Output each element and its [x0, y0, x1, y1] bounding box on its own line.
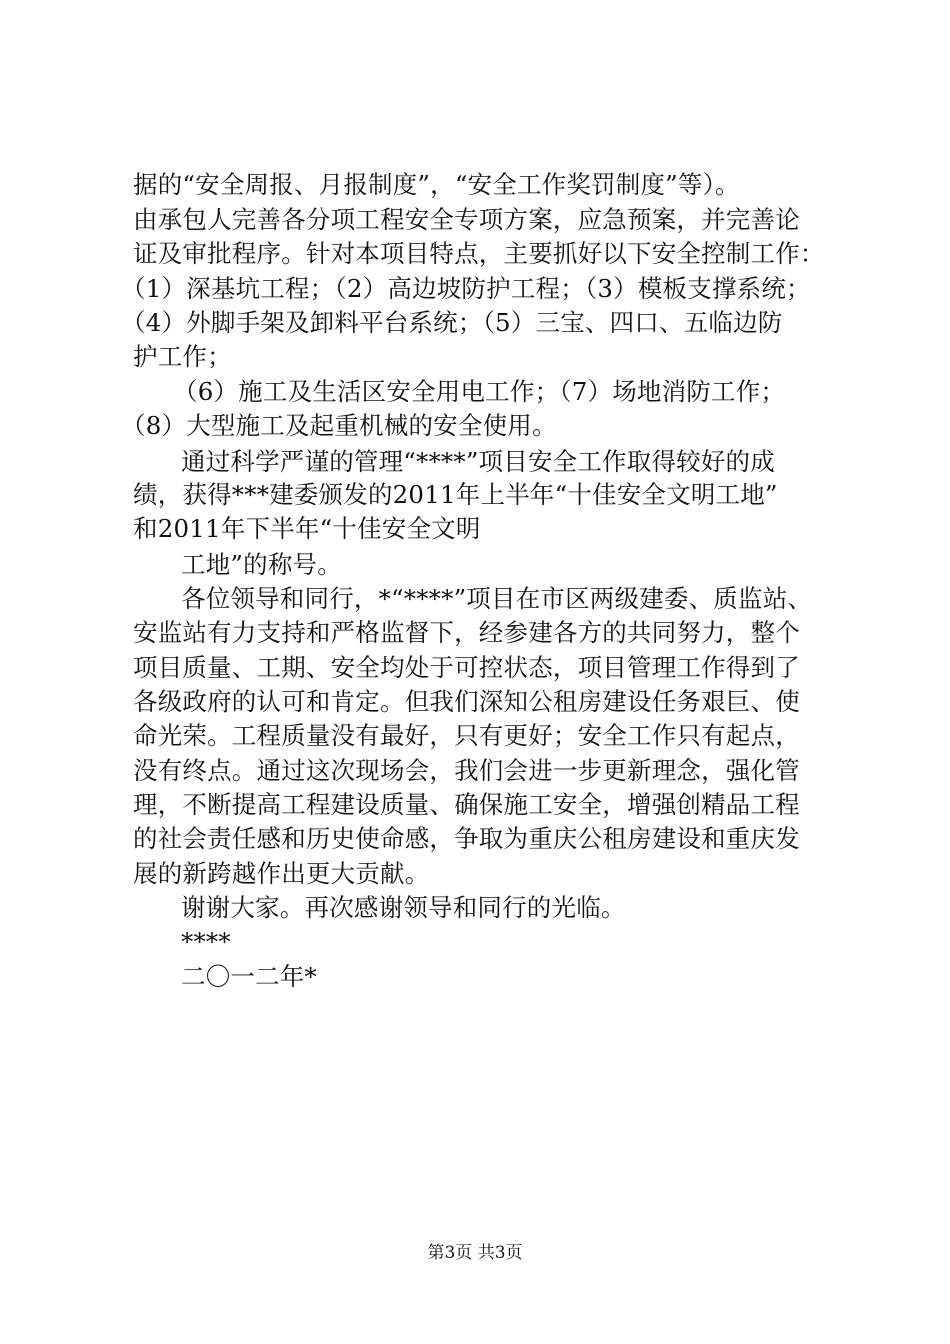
text-line-19: 理，不断提高工程建设质量、确保施工安全，增强创精品工程: [133, 790, 800, 819]
text-line-6: 护工作；: [133, 342, 232, 371]
signature-date: 二〇一二年*: [181, 962, 317, 991]
text-line-13: 各位领导和同行，*“****”项目在市区两级建委、质监站、: [181, 584, 813, 613]
text-line-17: 命光荣。工程质量没有最好，只有更好；安全工作只有起点，: [133, 721, 800, 750]
signature-org: ****: [181, 927, 231, 956]
text-line-16: 各级政府的认可和肯定。但我们深知公租房建设任务艰巨、使: [133, 687, 800, 716]
text-line-3: 证及审批程序。针对本项目特点，主要抓好以下安全控制工作：: [133, 239, 825, 268]
page-number-footer: 第3页 共3页: [427, 1243, 523, 1263]
text-line-18: 没有终点。通过这次现场会，我们会进一步更新理念，强化管: [133, 756, 800, 785]
text-line-15: 项目质量、工期、安全均处于可控状态，项目管理工作得到了: [133, 653, 800, 682]
text-line-21: 展的新跨越作出更大贡献。: [133, 859, 430, 888]
text-line-1: 据的“安全周报、月报制度”，“安全工作奖罚制度”等）。: [133, 170, 740, 199]
text-line-22: 谢谢大家。再次感谢领导和同行的光临。: [181, 893, 626, 922]
text-line-5: （4）外脚手架及卸料平台系统；（5）三宝、四口、五临边防: [121, 308, 783, 337]
text-line-9: 通过科学严谨的管理“****”项目安全工作取得较好的成: [181, 447, 775, 476]
text-line-10: 绩，获得***建委颁发的2011年上半年“十佳安全文明工地”: [133, 480, 778, 509]
text-line-12: 工地”的称号。: [181, 550, 342, 579]
text-line-2: 由承包人完善各分项工程安全专项方案，应急预案，并完善论: [133, 205, 800, 234]
text-line-8: （8）大型施工及起重机械的安全使用。: [121, 411, 557, 440]
text-line-7: （6）施工及生活区安全用电工作；（7）场地消防工作；: [173, 377, 786, 406]
text-line-14: 安监站有力支持和严格监督下，经参建各方的共同努力，整个: [133, 618, 800, 647]
text-line-4: （1）深基坑工程；（2）高边坡防护工程；（3）模板支撑系统；: [121, 274, 811, 303]
text-line-11: 和2011年下半年“十佳安全文明: [133, 514, 481, 543]
text-line-20: 的社会责任感和历史使命感，争取为重庆公租房建设和重庆发: [133, 824, 800, 853]
